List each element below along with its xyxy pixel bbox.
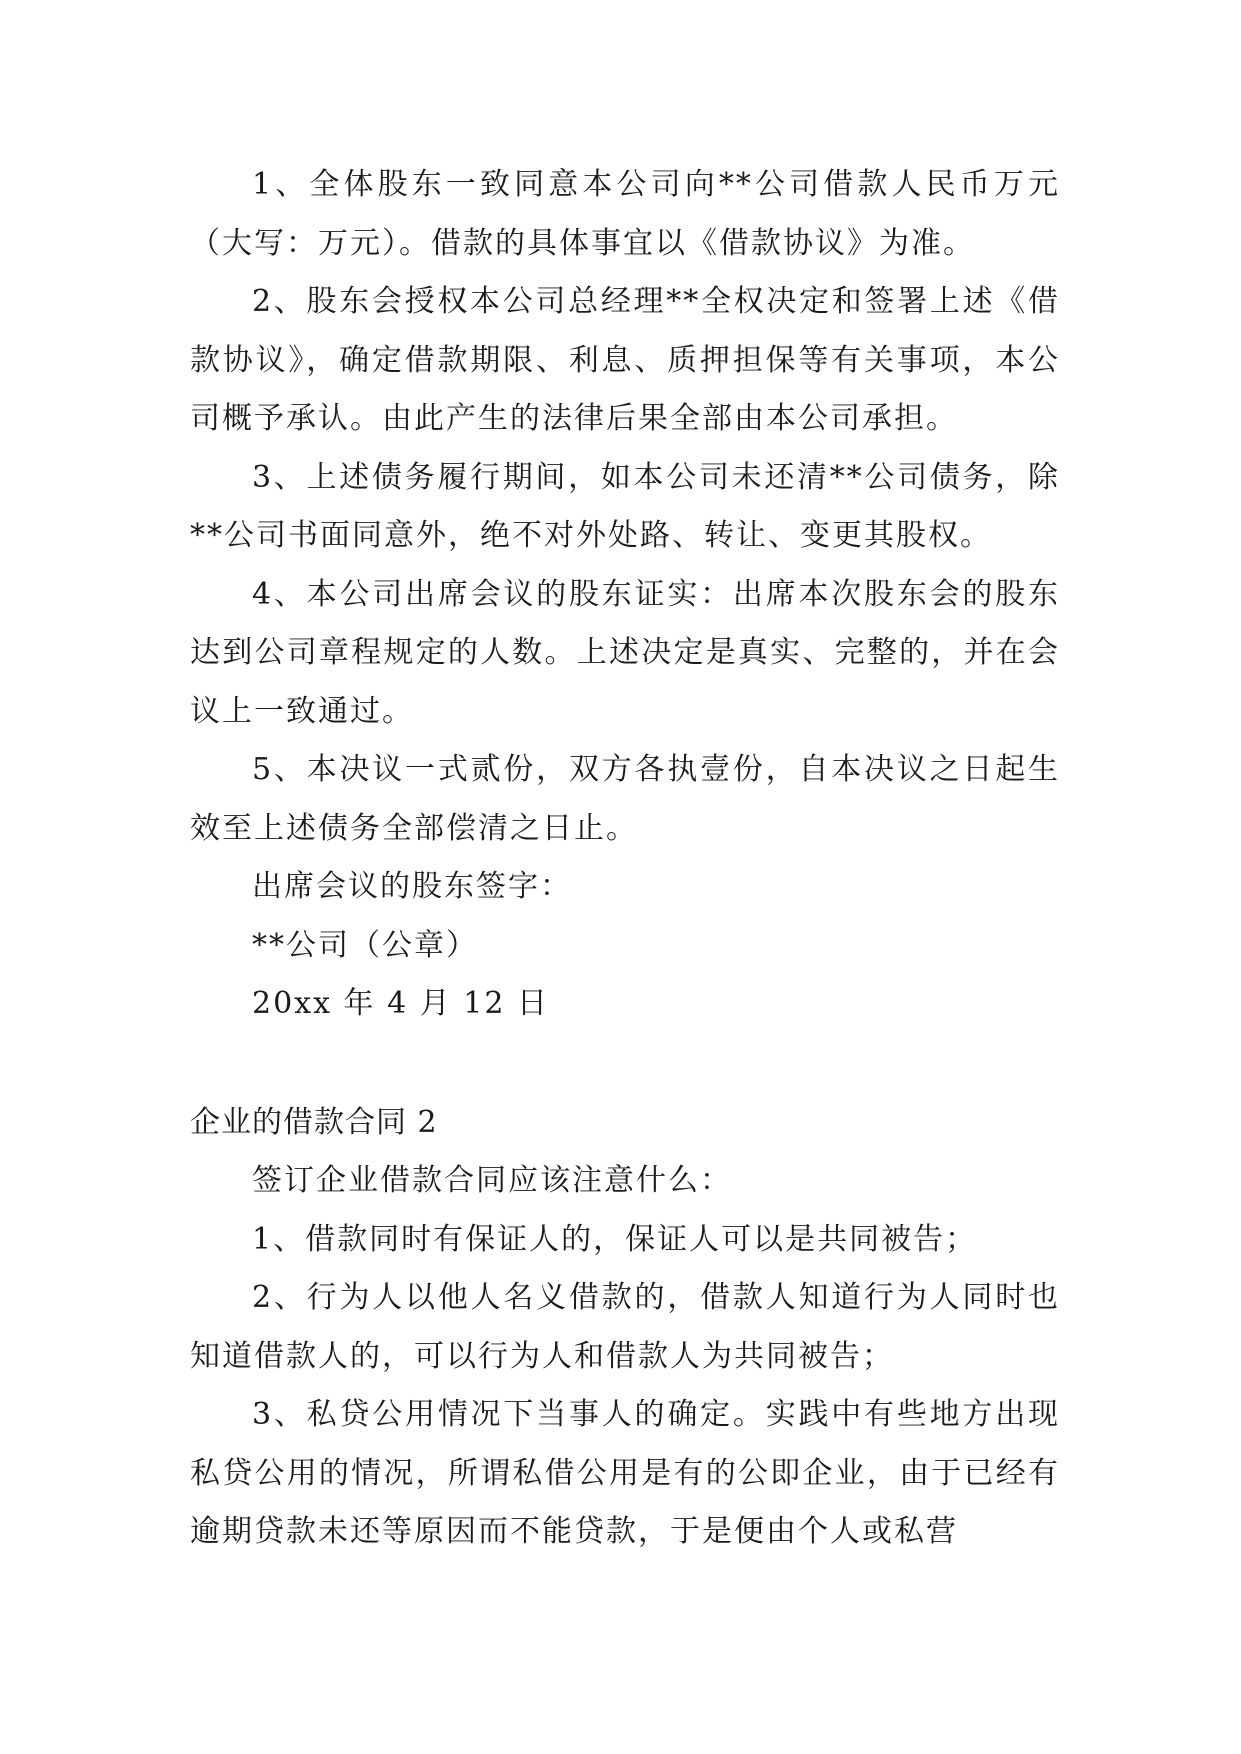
section-title: 企业的借款合同 2 [190,1104,438,1140]
resolution-item-4: 4、本公司出席会议的股东证实：出席本次股东会的股东达到公司章程规定的人数。上述决定是真实、完整的，并在会议上一致通过。 [190,576,1060,729]
document-body [190,156,1060,1562]
note-item-3: 3、私贷公用情况下当事人的确定。实践中有些地方出现私贷公用的情况，所谓私借公用是有的公即企业，由于已经有逾期贷款未还等原因而不能贷款，于是便由个人或私营 [190,1397,1060,1549]
section-intro: 签订企业借款合同应该注意什么： [252,1163,732,1198]
note-item-2: 2、行为人以他人名义借款的，借款人知道行为人同时也知道借款人的，可以行为人和借款人为共同被告； [190,1280,1060,1374]
resolution-item-1: 1、全体股东一致同意本公司向**公司借款人民币万元（大写：万元）。借款的具体事宜以《借款协议》为准。 [190,167,1060,261]
note-item-1: 1、借款同时有保证人的，保证人可以是共同被告； [252,1221,978,1257]
section-gap [190,1034,1060,1094]
resolution-item-5: 5、本决议一式贰份，双方各执壹份，自本决议之日起生效至上述债务全部偿清之日止。 [190,752,1060,846]
resolution-item-2: 2、股东会授权本公司总经理**全权决定和签署上述《借款协议》，确定借款期限、利息、质押担保等有关事项，本公司概予承认。由此产生的法律后果全部由本公司承担。 [190,284,1060,436]
resolution-date: 20xx 年 4 月 12 日 [252,986,549,1021]
signature-label: 出席会议的股东签字： [252,869,572,904]
company-seal-line: **公司（公章） [252,927,478,963]
resolution-item-3: 3、上述债务履行期间，如本公司未还清**公司债务，除**公司书面同意外，绝不对外处路、转让、变更其股权。 [190,459,1060,553]
